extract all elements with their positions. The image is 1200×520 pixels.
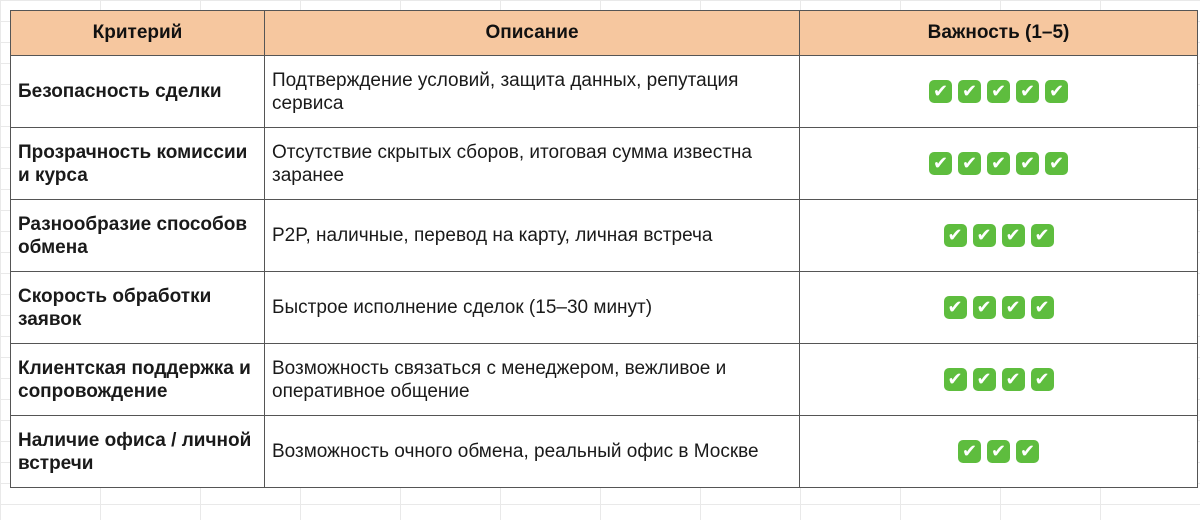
check-mark-button-icon (987, 440, 1010, 463)
table-row (11, 56, 1198, 128)
check-mark-button-icon (929, 152, 952, 175)
criteria-table (10, 10, 1198, 488)
check-mark-button-icon (944, 224, 967, 247)
check-mark-button-icon (958, 152, 981, 175)
check-mark-button-icon (1031, 296, 1054, 319)
criterion-cell: Клиентская поддержка и сопровождение (11, 344, 265, 416)
table-row (11, 128, 1198, 200)
check-mark-button-icon (958, 80, 981, 103)
check-mark-button-icon (973, 296, 996, 319)
table-row (11, 416, 1198, 488)
table-row (11, 344, 1198, 416)
header-importance: Важность (1–5) (800, 11, 1198, 56)
criterion-cell: Прозрачность комиссии и курса (11, 128, 265, 200)
description-cell: Возможность связаться с менеджером, вежливое и оперативное общение (265, 344, 800, 416)
check-mark-button-icon (1045, 80, 1068, 103)
check-mark-button-icon (987, 152, 1010, 175)
check-mark-button-icon (944, 368, 967, 391)
header-criterion: Критерий (11, 11, 265, 56)
check-mark-button-icon (1031, 224, 1054, 247)
importance-cell (800, 272, 1198, 344)
description-cell: Отсутствие скрытых сборов, итоговая сумма известна заранее (265, 128, 800, 200)
check-mark-button-icon (987, 80, 1010, 103)
criterion-cell: Наличие офиса / личной встречи (11, 416, 265, 488)
description-cell: Быстрое исполнение сделок (15–30 минут) (265, 272, 800, 344)
description-cell: Возможность очного обмена, реальный офис в Москве (265, 416, 800, 488)
check-mark-button-icon (1002, 296, 1025, 319)
importance-cell (800, 416, 1198, 488)
check-mark-button-icon (1002, 224, 1025, 247)
check-mark-button-icon (973, 368, 996, 391)
importance-cell (800, 128, 1198, 200)
header-description: Описание (265, 11, 800, 56)
description-cell: Подтверждение условий, защита данных, репутация сервиса (265, 56, 800, 128)
check-mark-button-icon (1031, 368, 1054, 391)
importance-cell (800, 200, 1198, 272)
check-mark-button-icon (1016, 152, 1039, 175)
check-mark-button-icon (1045, 152, 1068, 175)
table-row (11, 272, 1198, 344)
check-mark-button-icon (973, 224, 996, 247)
check-mark-button-icon (1016, 440, 1039, 463)
check-mark-button-icon (929, 80, 952, 103)
criterion-cell: Безопасность сделки (11, 56, 265, 128)
description-cell: P2P, наличные, перевод на карту, личная встреча (265, 200, 800, 272)
table-header-row (11, 11, 1198, 56)
criterion-cell: Разнообразие способов обмена (11, 200, 265, 272)
check-mark-button-icon (944, 296, 967, 319)
table-row (11, 200, 1198, 272)
importance-cell (800, 56, 1198, 128)
check-mark-button-icon (1016, 80, 1039, 103)
importance-cell (800, 344, 1198, 416)
check-mark-button-icon (1002, 368, 1025, 391)
criterion-cell: Скорость обработки заявок (11, 272, 265, 344)
check-mark-button-icon (958, 440, 981, 463)
